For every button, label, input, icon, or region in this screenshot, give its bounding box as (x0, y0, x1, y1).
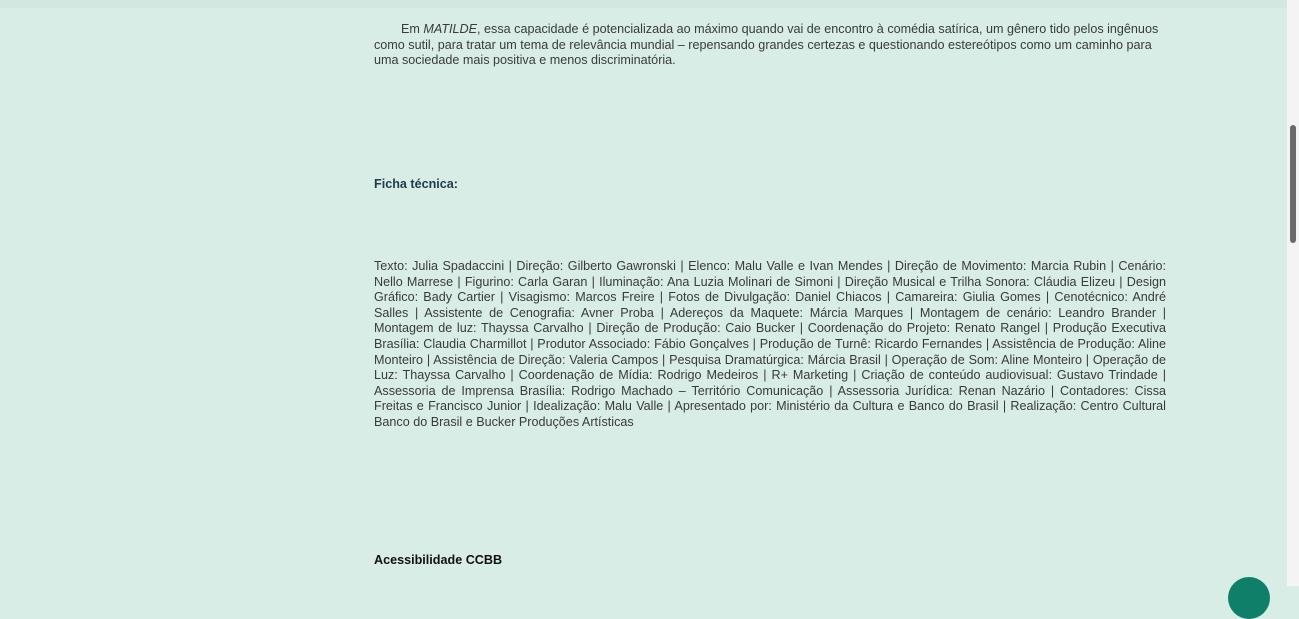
accessibility-heading: Acessibilidade CCBB (374, 553, 503, 567)
credits-paragraph: Texto: Julia Spadaccini | Direção: Gilberto Gawronski | Elenco: Malu Valle e Ivan Mendes | Direção de Movimento: Marcia Rubin | Cenário: Nello Marrese | Figurino: Carla Garan | Iluminação: Ana Luzia Molinari de Simoni | Direção Musical e Trilha Sonora: Cláudia Elizeu | Design Gráfico: Bady Cartier | Visagismo: Marcos Freire | Fotos de Divulgação: Daniel Chiacos | Camareira: Giulia Gomes | Cenotécnico: André Salles | Assistente de Cenografia: Avner Proba | Adereços da Maquete: Márcia Marques | Montagem de cenário: Leandro Brander | Montagem de luz: Thayssa Carvalho | Direção de Produção: Caio Bucker | Coordenação do Projeto: Renato Rangel | Produção Executiva Brasília: Claudia Charmillot | Produtor Associado: Fábio Gonçalves | Produção de Turnê: Ricardo Fernandes | Assistência de Produção: Aline Monteiro | Assistência de Direção: Valeria Campos | Pesquisa Dramatúrgica: Márcia Brasil | Operação de Som: Aline Monteiro | Operação de Luz: Thayssa Carvalho | Coordenação de Mídia: Rodrigo Medeiros | R+ Marketing | Criação de conteúdo audiovisual: Gustavo Trindade | Assessoria de Imprensa Brasília: Rodrigo Machado – Território Comunicação | Assessoria Jurídica: Renan Nazário | Contadores: Cissa Freitas e Francisco Junior | Idealização: Malu Valle | Apresentado por: Ministério da Cultura e Banco do Brasil | Realização: Centro Cultural Banco do Brasil e Bucker Produções Artísticas (374, 259, 1166, 429)
intro-text-after: , essa capacidade é potencializada ao máximo quando vai de encontro à comédia satírica, um gênero tido pelos ingênuos como sutil, para tratar um tema de relevância mundial – repensando grandes certezas e questionando estereótipos como um caminho para uma sociedade mais positiva e menos discriminatória. (374, 22, 1159, 68)
intro-text-before: Em (401, 22, 424, 36)
vertical-scrollbar[interactable] (1287, 0, 1299, 586)
chat-bubble-icon[interactable] (1228, 577, 1270, 619)
intro-paragraph (374, 22, 1166, 69)
scrollbar-thumb[interactable] (1290, 125, 1296, 243)
play-title: MATILDE (423, 22, 478, 36)
header-edge (0, 0, 1287, 8)
intro-section (374, 22, 1166, 69)
ficha-tecnica-heading: Ficha técnica: (374, 177, 458, 191)
